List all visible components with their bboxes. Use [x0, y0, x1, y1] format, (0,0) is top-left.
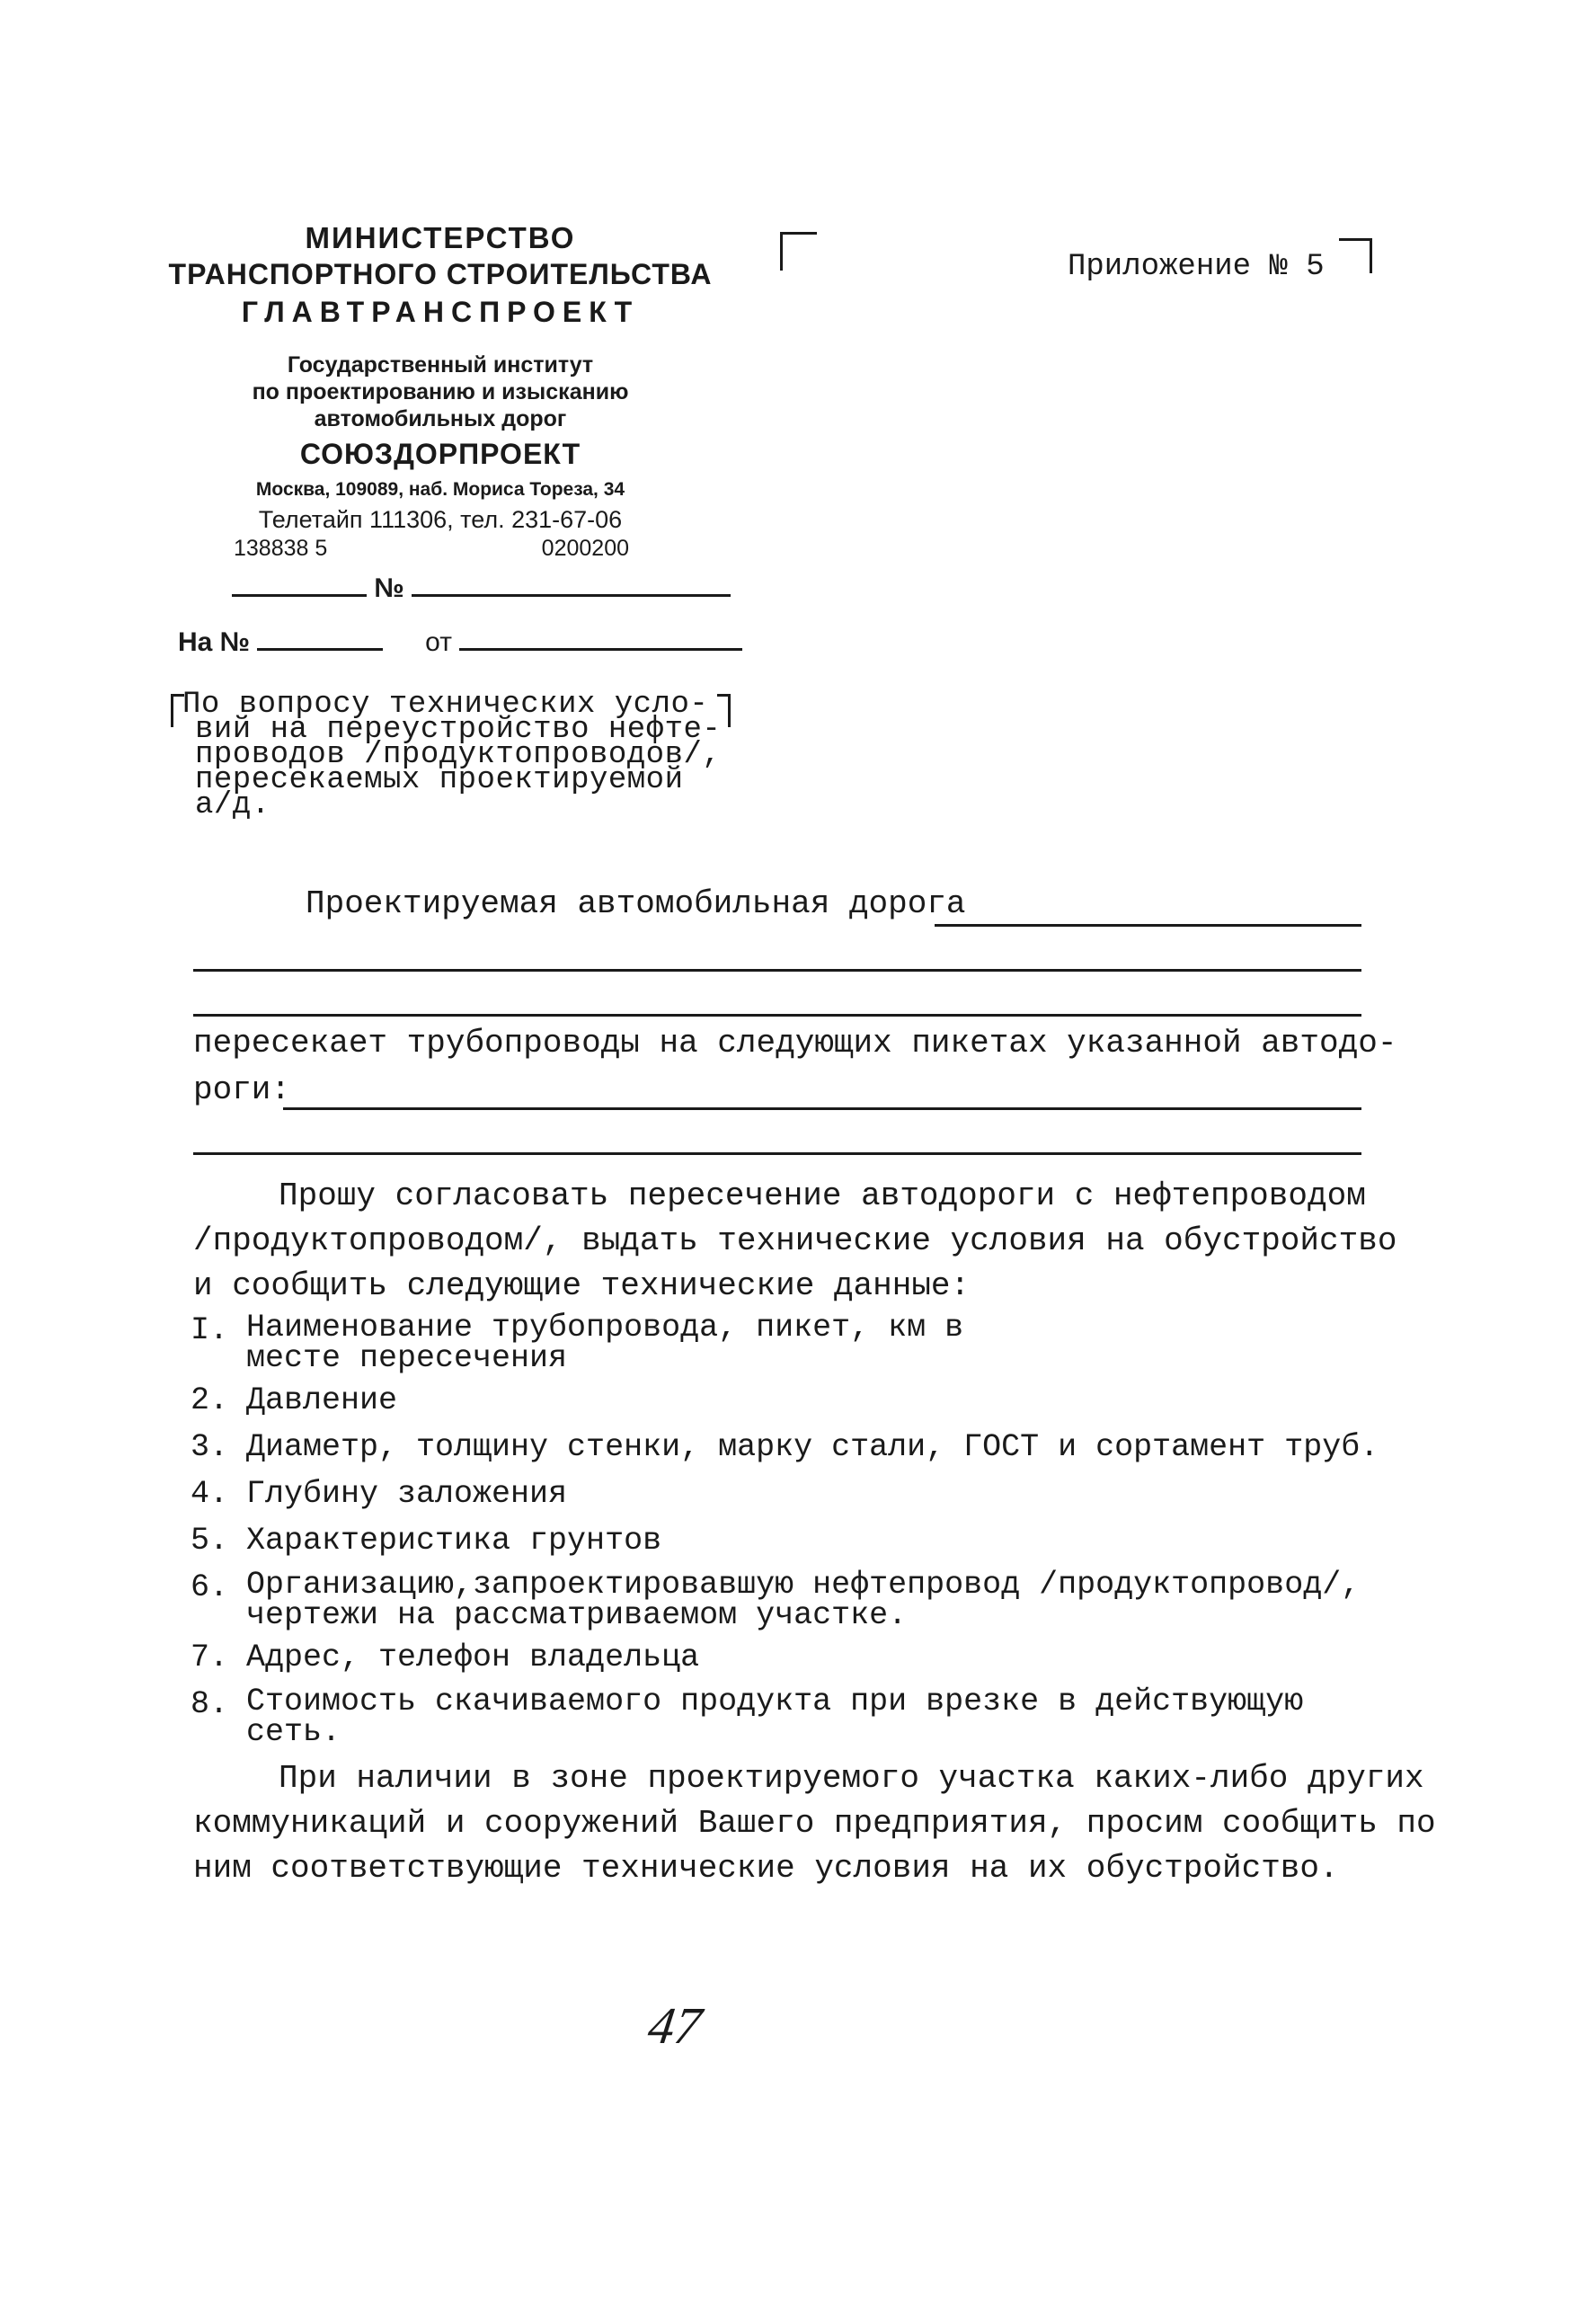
appendix-label: Приложение № 5 [1068, 250, 1325, 284]
corner-mark-left [780, 232, 817, 271]
reply-reference-row [178, 627, 742, 658]
request-line-3: и сообщить следующие технические данные: [193, 1267, 971, 1304]
code-right: 0200200 [541, 536, 629, 561]
technical-data-list [191, 1312, 1386, 1756]
road-blank-line-2 [193, 969, 1361, 972]
ministry-name: МИНИСТЕРСТВО [305, 221, 576, 254]
organization-name: СОЮЗДОРПРОЕКТ [299, 438, 581, 470]
organization-codes [135, 535, 746, 562]
list-item [191, 1569, 1386, 1639]
outgoing-number-blank [412, 574, 731, 597]
list-item-text: Характеристика грунтов [246, 1523, 662, 1559]
list-item-text: Давление [246, 1382, 398, 1418]
road-label: Проектируемая автомобильная дорога [306, 885, 966, 922]
list-item [191, 1382, 1386, 1429]
list-item-number: 4. [191, 1476, 229, 1512]
from-label: от [425, 627, 452, 657]
organization-teletype: Телетайп 111306, тел. 231-67-06 [258, 506, 623, 533]
number-sign: № [374, 573, 404, 603]
page-number: 47 [644, 1996, 705, 2055]
closing-line-3: ним соответствующие технические условия на их обустройство. [193, 1850, 1339, 1887]
subject-line-5: а/д. [195, 788, 270, 822]
crosses-line-1: пересекает трубопроводы на следующих пикетах указанной автодо- [193, 1025, 1397, 1062]
list-item [191, 1312, 1386, 1382]
list-item-text: Организацию,запроектировавшую нефтепровод /продуктопровод/, [246, 1567, 1361, 1603]
subject-line-2: вий на переустройство нефте- [195, 713, 722, 747]
road-name-blank [935, 924, 1361, 927]
list-item-number: 8. [191, 1686, 229, 1722]
subject-line-4: пересекаемых проектируемой [195, 763, 684, 797]
department-name: ТРАНСПОРТНОГО СТРОИТЕЛЬСТВА [168, 258, 713, 290]
list-item [191, 1639, 1386, 1686]
reply-date-blank [459, 628, 742, 651]
list-item-number: 7. [191, 1639, 229, 1675]
list-item-text-continued: сеть. [246, 1714, 341, 1750]
institute-line-1: Государственный институт [287, 352, 594, 378]
pickets-blank-line-1 [283, 1107, 1361, 1110]
list-item-number: 3. [191, 1429, 229, 1465]
list-item-text-continued: месте пересечения [246, 1340, 568, 1376]
code-left: 138838 5 [234, 536, 328, 561]
subject-line-3: проводов /продуктопроводов/, [195, 738, 722, 772]
crosses-line-2: роги: [193, 1071, 291, 1108]
letterhead [135, 220, 746, 562]
list-item-text: Адрес, телефон владельца [246, 1639, 700, 1675]
list-item-text: Диаметр, толщину стенки, марку стали, ГОСТ и сортамент труб. [246, 1429, 1379, 1465]
reply-label: На № [178, 627, 251, 657]
corner-mark-right [1339, 238, 1372, 273]
outgoing-number-row [232, 573, 731, 604]
institute-line-3: автомобильных дорог [314, 406, 567, 431]
reply-number-blank [257, 628, 383, 651]
list-item-number: 5. [191, 1523, 229, 1559]
organization-address: Москва, 109089, наб. Мориса Тореза, 34 [255, 479, 625, 500]
list-item-text-continued: чертежи на рассматриваемом участке. [246, 1597, 908, 1633]
list-item [191, 1476, 1386, 1523]
list-item-number: 6. [191, 1569, 229, 1605]
request-line-2: /продуктопроводом/, выдать технические условия на обустройство [193, 1222, 1397, 1259]
road-blank-line-3 [193, 1014, 1361, 1017]
list-item-number: 2. [191, 1382, 229, 1418]
list-item-text: Наименование трубопровода, пикет, км в [246, 1310, 964, 1346]
glavk-name: ГЛАВТРАНСПРОЕКТ [241, 296, 640, 328]
closing-line-1: При наличии в зоне проектируемого участка каких-либо других [279, 1760, 1424, 1797]
request-line-1: Прошу согласовать пересечение автодороги с нефтепроводом [279, 1177, 1366, 1214]
list-item [191, 1523, 1386, 1569]
outgoing-date-blank [232, 574, 367, 597]
closing-line-2: коммуникаций и сооружений Вашего предприятия, просим сообщить по [193, 1805, 1436, 1842]
subject-block [175, 688, 737, 822]
institute-line-2: по проектированию и изысканию [252, 379, 629, 404]
list-item-number: I. [191, 1312, 229, 1348]
list-item-text: Стоимость скачиваемого продукта при врезке в действующую [246, 1684, 1304, 1719]
list-item-text: Глубину заложения [246, 1476, 568, 1512]
pickets-blank-line-2 [193, 1152, 1361, 1155]
subject-line-1: По вопросу технических усло- [182, 688, 709, 722]
list-item [191, 1686, 1386, 1756]
list-item [191, 1429, 1386, 1476]
